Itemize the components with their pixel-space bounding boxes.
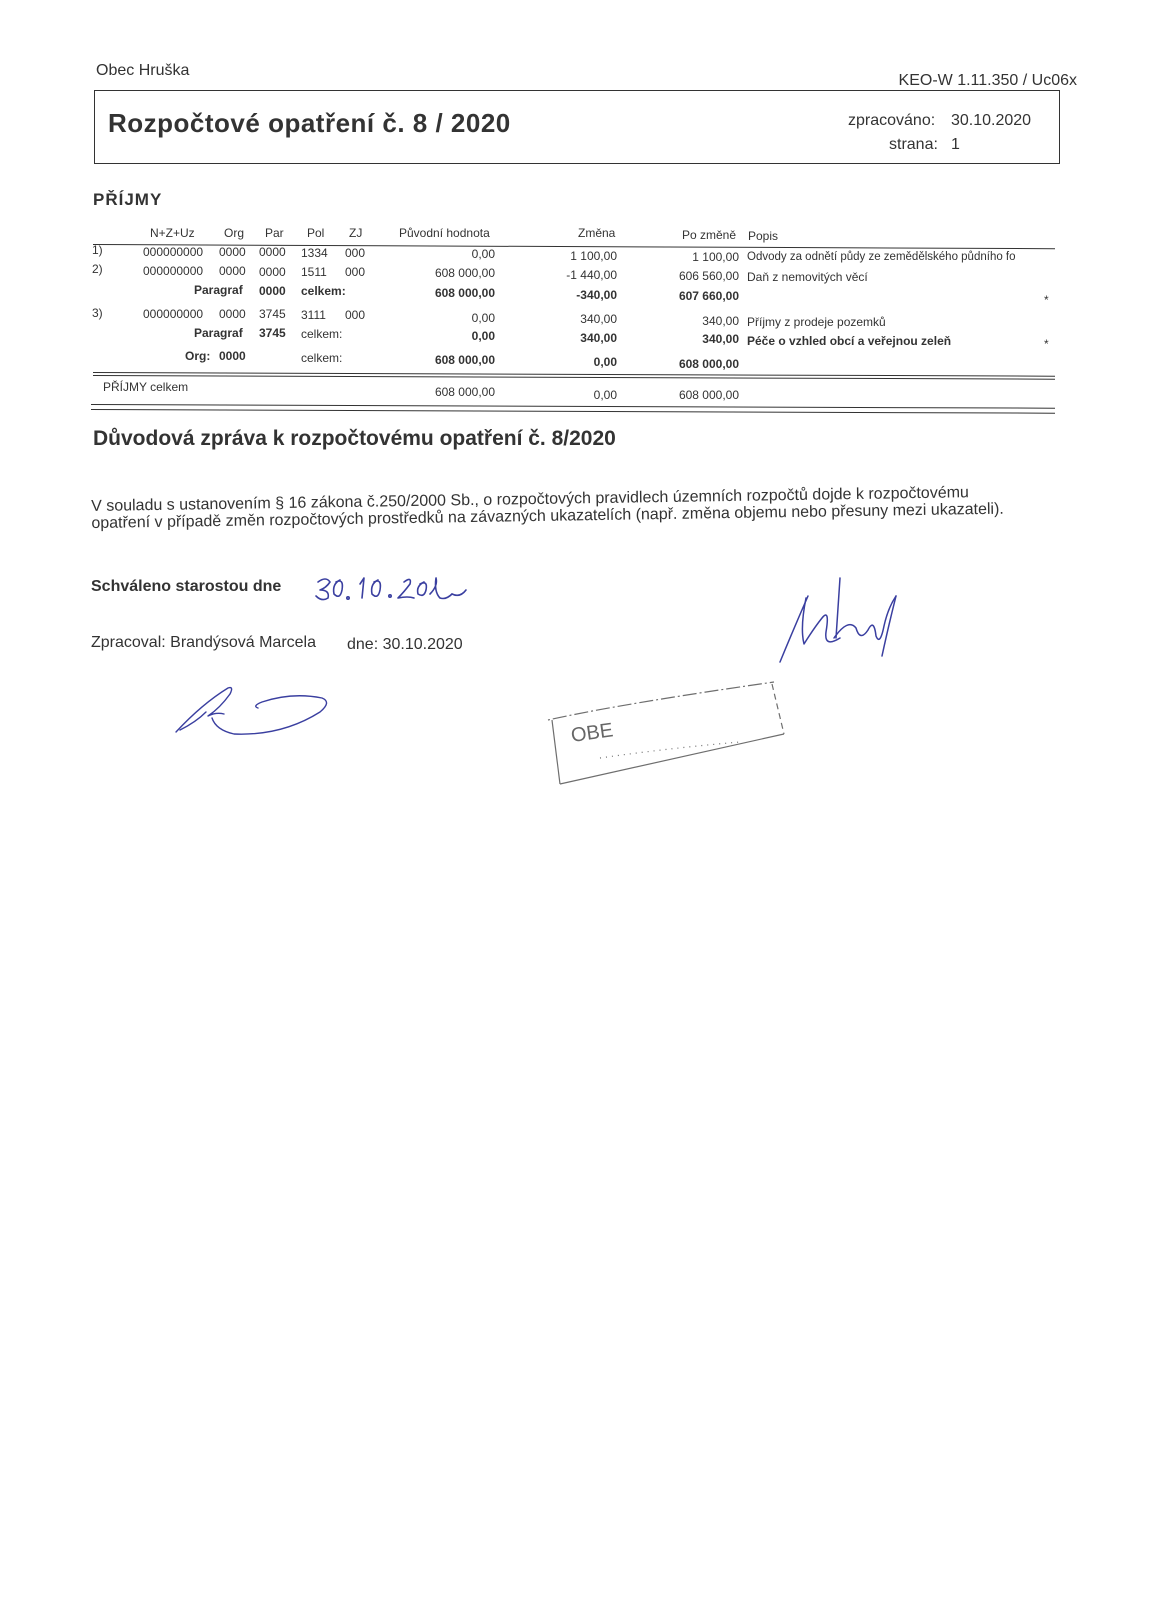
cell-after: 606 560,00 (678, 269, 739, 283)
reason-text: V souladu s ustanovením § 16 zákona č.250/2000 Sb., o rozpočtových pravidlech územních rozpočtů dojde k rozpočtovému opatření v případě změn rozpočtových prostředků na závazných ukazatelích (např. změna objemu nebo přesuny mezi ukazateli). (91, 484, 1004, 532)
cell-after: 1 100,00 (692, 250, 739, 264)
prepared-date-value: 30.10.2020 (382, 636, 463, 653)
cell-change: -1 440,00 (566, 268, 617, 282)
subtotal-word: celkem: (301, 284, 346, 298)
row-number: 1) (92, 243, 103, 257)
col-original: Původní hodnota (399, 226, 490, 240)
prepared-name: Brandýsová Marcela (170, 634, 316, 651)
grand-total-after: 608 000,00 (678, 388, 739, 402)
grand-total-change: 0,00 (593, 388, 617, 402)
cell-original: 0,00 (471, 247, 495, 261)
grand-total-original: 608 000,00 (434, 385, 495, 399)
approval-label: Schváleno starostou dne (91, 578, 282, 595)
col-change: Změna (578, 226, 616, 240)
cell-org: 0000 (219, 307, 246, 321)
official-stamp (540, 664, 790, 790)
cell-original: 0,00 (471, 311, 495, 325)
cell-nzuz: 000000000 (143, 307, 204, 321)
cell-par: 3745 (259, 307, 286, 321)
handwritten-approval-date (312, 568, 472, 608)
cell-nzuz: 000000000 (143, 264, 204, 278)
cell-description: Odvody za odnětí půdy ze zemědělského půdního fo (747, 251, 1016, 263)
cell-par: 0000 (259, 265, 286, 279)
subtotal-mark: * (1044, 293, 1049, 307)
col-pol: Pol (307, 226, 325, 240)
cell-zj: 000 (345, 265, 366, 279)
cell-org: 0000 (219, 264, 246, 278)
page-number: 1 (951, 136, 960, 153)
reason-title: Důvodová zpráva k rozpočtovému opatření č. 8/2020 (93, 427, 616, 450)
col-zj: ZJ (349, 226, 363, 240)
org-total-after: 608 000,00 (678, 357, 739, 371)
subtotal-description: Péče o vzhled obcí a veřejnou zeleň (747, 334, 952, 348)
cell-after: 340,00 (702, 314, 739, 328)
col-description: Popis (748, 229, 779, 243)
org-total-original: 608 000,00 (434, 353, 495, 367)
prepared-by (91, 634, 316, 652)
subtotal-after: 340,00 (702, 332, 739, 346)
subtotal-original: 608 000,00 (434, 286, 495, 300)
cell-nzuz: 000000000 (143, 245, 204, 259)
subtotal-original: 0,00 (471, 329, 495, 343)
processed-date: 30.10.2020 (951, 112, 1032, 129)
org-total-label: Org: (185, 349, 211, 363)
organization-name: Obec Hruška (96, 62, 190, 79)
subtotal-mark: * (1044, 337, 1049, 351)
processed-label: zpracováno: (848, 112, 936, 129)
grand-total-rule (91, 404, 1055, 409)
col-after: Po změně (682, 228, 737, 242)
cell-description: Daň z nemovitých věcí (747, 270, 868, 284)
row-number: 2) (92, 262, 103, 276)
org-total-code: 0000 (219, 349, 246, 363)
col-par: Par (265, 226, 284, 240)
cell-zj: 000 (345, 246, 366, 260)
system-id: KEO-W 1.11.350 / Uc06x (898, 72, 1077, 89)
prepared-date-label: dne: (347, 636, 379, 653)
row-number: 3) (92, 306, 103, 320)
preparer-signature (172, 682, 337, 742)
section-title: PŘÍJMY (93, 190, 163, 209)
col-nzuz: N+Z+Uz (150, 226, 195, 240)
col-org: Org (224, 226, 245, 240)
subtotal-word: celkem: (301, 327, 343, 341)
mayor-signature (770, 568, 920, 668)
subtotal-change: -340,00 (576, 288, 617, 302)
cell-pol: 3111 (301, 308, 326, 322)
grand-total-label: PŘÍJMY celkem (103, 380, 189, 394)
cell-zj: 000 (345, 308, 366, 322)
subtotal-change: 340,00 (580, 331, 617, 345)
org-total-word: celkem: (301, 351, 343, 365)
cell-pol: 1511 (301, 265, 327, 279)
cell-change: 340,00 (580, 312, 617, 326)
subtotal-after: 607 660,00 (678, 289, 739, 303)
cell-original: 608 000,00 (434, 266, 495, 280)
org-total-change: 0,00 (593, 355, 617, 369)
cell-description: Příjmy z prodeje pozemků (747, 315, 886, 329)
subtotal-label: Paragraf (194, 326, 243, 340)
subtotal-label: Paragraf (194, 283, 243, 297)
document-title: Rozpočtové opatření č. 8 / 2020 (108, 108, 511, 138)
page-label: strana: (889, 136, 938, 153)
cell-par: 0000 (259, 245, 286, 259)
cell-change: 1 100,00 (570, 249, 617, 263)
cell-pol: 1334 (301, 246, 328, 260)
grand-total-rule-2 (91, 409, 1055, 414)
prepared-date (347, 636, 463, 654)
cell-org: 0000 (219, 245, 246, 259)
subtotal-code: 3745 (259, 326, 286, 340)
prepared-label: Zpracoval: (91, 634, 166, 651)
subtotal-code: 0000 (259, 284, 286, 298)
stamp-text: OBE (569, 719, 615, 747)
